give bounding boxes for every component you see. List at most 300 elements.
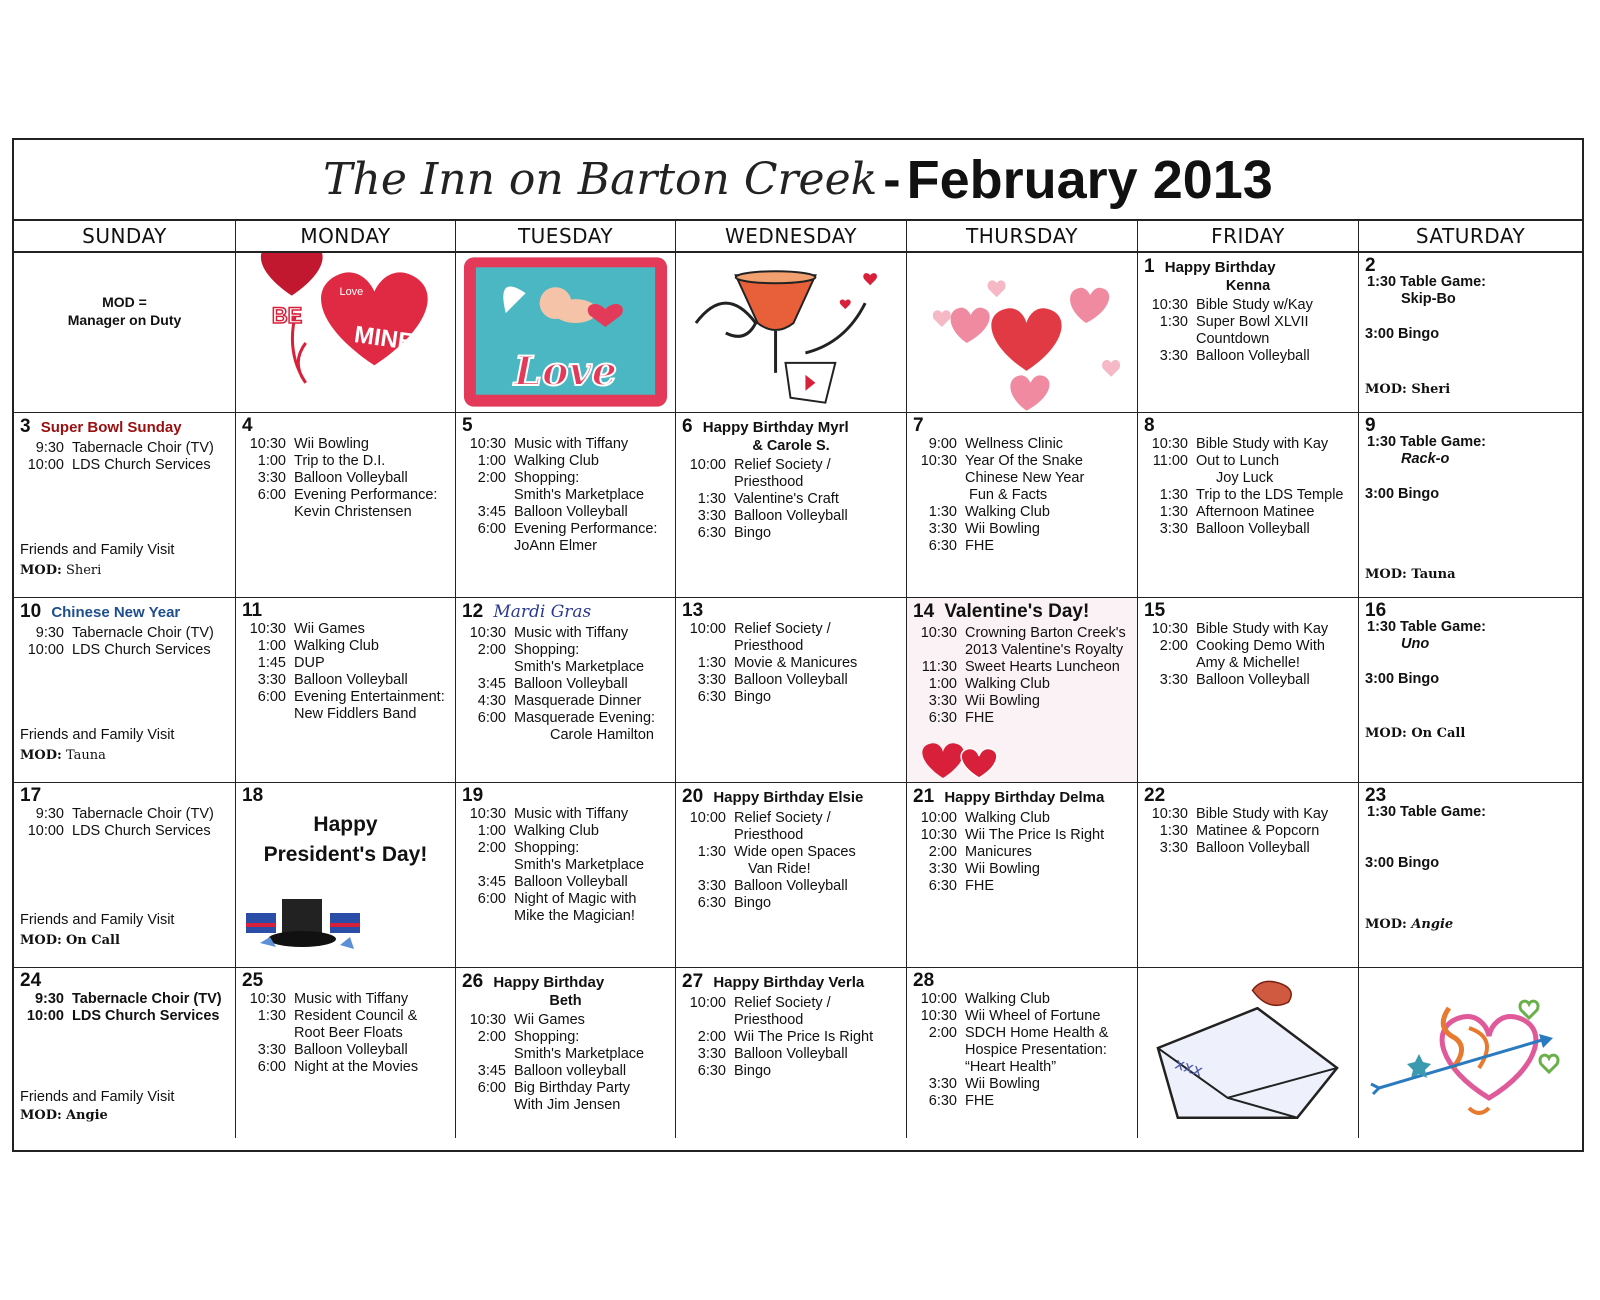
event-time: 3:30: [697, 1046, 726, 1062]
day-highlight: Happy Birthday Delma: [944, 789, 1105, 806]
event-item: [462, 806, 669, 823]
event-desc: Amy & Michelle!: [1196, 655, 1300, 671]
event-desc: Wii Bowling: [965, 521, 1040, 537]
day-cell-23: [1359, 783, 1582, 967]
event-item: [913, 693, 1131, 710]
day-highlight: Happy Birthday Elsie: [713, 789, 864, 806]
event-item: [20, 457, 229, 474]
event-desc: New Fiddlers Band: [294, 706, 417, 722]
event-time: 10:00: [27, 457, 64, 473]
two-hearts-icon: [913, 732, 1009, 780]
date-number: 12: [462, 601, 484, 622]
day-highlight-name: & Carole S.: [752, 438, 830, 454]
date-number: 4: [242, 415, 253, 436]
svg-text:Love: Love: [339, 286, 364, 299]
calendar: [12, 138, 1584, 1152]
event-desc: Smith's Marketplace: [514, 857, 645, 873]
day-cell-empty: [14, 253, 236, 412]
event-item: [20, 1008, 229, 1025]
day-cell-6: [676, 413, 907, 597]
event-item: [462, 1063, 669, 1080]
event-desc: Balloon Volleyball: [734, 1046, 848, 1062]
event-time: 6:30: [928, 1093, 957, 1109]
event-desc: Shopping:: [514, 1029, 580, 1045]
event-desc: Year Of the Snake: [965, 453, 1083, 469]
date-number: 2: [1365, 255, 1376, 276]
event-item: [462, 436, 669, 453]
event-item: [1144, 487, 1352, 504]
event-desc: With Jim Jensen: [514, 1097, 621, 1113]
event-desc: Priesthood: [734, 827, 804, 843]
event-time: 10:30: [1151, 621, 1188, 637]
day-cell-7: [907, 413, 1138, 597]
event-item: [462, 625, 669, 642]
day-cell-28: [907, 968, 1138, 1138]
event-time: 1:30: [928, 504, 957, 520]
day-cell-21: [907, 783, 1138, 967]
event-time: 3:30: [257, 470, 286, 486]
event-item: [462, 1097, 669, 1114]
day-header-row: [14, 221, 1582, 253]
event-time: 6:00: [477, 1080, 506, 1096]
table-game: 1:30 Table Game:: [1367, 274, 1487, 290]
event-time: 10:00: [689, 810, 726, 826]
event-desc: Balloon Volleyball: [734, 878, 848, 894]
week-row: [14, 413, 1582, 598]
date-number: 11: [242, 600, 263, 621]
event-item: [242, 487, 449, 504]
day-header-monday: MONDAY: [236, 221, 456, 251]
event-list: [242, 621, 449, 723]
event-item: [682, 995, 900, 1012]
event-item: [913, 538, 1131, 555]
day-cell-14: [907, 598, 1138, 782]
event-item: [462, 1012, 669, 1029]
event-desc: Masquerade Evening:: [514, 710, 656, 726]
event-item: [242, 991, 449, 1008]
event-list: [1144, 806, 1352, 857]
event-desc: Music with Tiffany: [294, 991, 409, 1007]
event-time: 10:30: [1151, 436, 1188, 452]
event-desc: Walking Club: [294, 638, 379, 654]
event-item: [682, 844, 900, 861]
event-item: [682, 525, 900, 542]
calendar-title: [14, 140, 1582, 221]
svg-text:MINE: MINE: [352, 321, 416, 357]
day-cell-8: [1138, 413, 1359, 597]
event-time: [242, 706, 286, 723]
event-item: [242, 672, 449, 689]
event-time: 3:45: [477, 874, 506, 890]
event-time: 2:00: [928, 844, 957, 860]
event-time: 3:30: [1159, 348, 1188, 364]
event-desc: Countdown: [1196, 331, 1270, 347]
event-desc: Bible Study w/Kay: [1196, 297, 1313, 313]
event-desc: LDS Church Services: [72, 1008, 220, 1024]
event-time: 10:30: [469, 436, 506, 452]
mod-label: [20, 747, 106, 764]
event-item: [1144, 314, 1352, 331]
day-cell-25: [236, 968, 456, 1138]
day-highlight: Super Bowl Sunday: [40, 419, 182, 436]
event-desc: Walking Club: [965, 810, 1050, 826]
event-time: [462, 857, 506, 874]
event-desc: Matinee & Popcorn: [1196, 823, 1320, 839]
event-item: [1144, 655, 1352, 672]
event-time: 6:00: [477, 710, 506, 726]
date-number: 5: [462, 415, 473, 436]
event-item: [242, 1042, 449, 1059]
event-time: 6:00: [257, 689, 286, 705]
date-number: 3: [20, 416, 31, 437]
event-item: [462, 538, 669, 555]
event-time: 3:30: [1159, 521, 1188, 537]
event-list: [682, 995, 900, 1080]
day-highlight-name: Kenna: [1225, 278, 1271, 294]
event-time: [913, 1042, 957, 1059]
event-desc: Relief Society /: [734, 995, 831, 1011]
date-number: 16: [1365, 600, 1387, 621]
event-time: 3:30: [928, 861, 957, 877]
event-desc: Van Ride!: [748, 861, 811, 877]
event-desc: Wii Bowling: [965, 1076, 1040, 1092]
facility-name: The Inn on Barton Creek: [323, 154, 878, 205]
holiday-line: Happy: [313, 813, 378, 836]
event-time: 1:30: [257, 1008, 286, 1024]
date-number: 21: [913, 786, 935, 807]
event-item: [20, 642, 229, 659]
event-desc: Trip to the LDS Temple: [1196, 487, 1344, 503]
event-item: [682, 1046, 900, 1063]
event-desc: Balloon Volleyball: [294, 672, 408, 688]
event-desc: Balloon Volleyball: [1196, 348, 1310, 364]
event-time: 10:30: [1151, 297, 1188, 313]
event-list: [242, 436, 449, 521]
event-desc: Bingo: [734, 1063, 772, 1079]
family-visit: Friends and Family Visit: [20, 912, 175, 928]
event-desc: Priesthood: [734, 474, 804, 490]
event-list: [20, 625, 229, 659]
event-item: [462, 710, 669, 727]
event-time: 10:00: [920, 810, 957, 826]
event-item: [20, 440, 229, 457]
day-cell-10: [14, 598, 236, 782]
date-number: 20: [682, 786, 704, 807]
event-item: [1144, 621, 1352, 638]
event-list: [913, 625, 1131, 727]
day-cell-16: [1359, 598, 1582, 782]
event-time: [462, 727, 506, 744]
event-item: [462, 1046, 669, 1063]
event-time: [913, 1059, 957, 1076]
top-hat-flags-icon: [240, 893, 366, 957]
date-number: 13: [682, 600, 704, 621]
event-desc: FHE: [965, 710, 994, 726]
table-game-name: Uno: [1401, 636, 1430, 652]
event-desc: Tabernacle Choir (TV): [72, 625, 214, 641]
event-desc: Fun & Facts: [969, 487, 1048, 503]
date-number: 18: [242, 785, 264, 806]
event-item: [913, 676, 1131, 693]
day-cell-art: [907, 253, 1138, 412]
event-item: [913, 1093, 1131, 1110]
day-header-tuesday: TUESDAY: [456, 221, 676, 251]
event-item: [913, 659, 1131, 676]
event-time: 6:30: [697, 1063, 726, 1079]
event-item: [462, 857, 669, 874]
event-time: [913, 470, 957, 487]
bingo-event: 3:00 Bingo: [1365, 326, 1440, 342]
event-desc: Big Birthday Party: [514, 1080, 631, 1096]
day-header-saturday: SATURDAY: [1415, 224, 1526, 248]
event-item: [1144, 348, 1352, 365]
event-time: 1:45: [257, 655, 286, 671]
event-desc: Wii The Price Is Right: [965, 827, 1105, 843]
day-cell-4: [236, 413, 456, 597]
event-list: [1144, 621, 1352, 689]
day-cell-art: [1359, 968, 1582, 1138]
event-time: 10:00: [689, 457, 726, 473]
event-item: [1144, 638, 1352, 655]
event-time: 10:30: [1151, 806, 1188, 822]
table-game: 1:30 Table Game:: [1367, 804, 1487, 820]
event-desc: Masquerade Dinner: [514, 693, 642, 709]
date-number: 25: [242, 970, 264, 991]
be-mine-hearts-icon: [236, 253, 455, 412]
event-item: [682, 1012, 900, 1029]
event-desc: Cooking Demo With: [1196, 638, 1325, 654]
event-desc: Night of Magic with: [514, 891, 637, 907]
event-item: [682, 689, 900, 706]
day-cell-18: [236, 783, 456, 967]
event-item: [682, 878, 900, 895]
day-highlight: Valentine's Day!: [944, 601, 1090, 622]
mod-name: On Call: [65, 933, 120, 948]
week-row: [14, 968, 1582, 1138]
event-time: 2:00: [928, 1025, 957, 1041]
event-list: [462, 1012, 669, 1114]
day-highlight: Happy Birthday: [493, 974, 605, 991]
event-item: [913, 710, 1131, 727]
mod-label: MOD: Sheri: [1365, 382, 1451, 397]
date-number: 14: [913, 601, 935, 622]
event-item: [242, 436, 449, 453]
event-item: [242, 1059, 449, 1076]
event-item: [913, 844, 1131, 861]
event-time: 10:30: [920, 827, 957, 843]
event-item: [242, 1008, 449, 1025]
event-item: [462, 823, 669, 840]
event-item: [682, 621, 900, 638]
date-number: 23: [1365, 785, 1387, 806]
event-desc: Bible Study with Kay: [1196, 621, 1329, 637]
event-desc: Trip to the D.I.: [294, 453, 386, 469]
event-desc: Root Beer Floats: [294, 1025, 403, 1041]
event-desc: FHE: [965, 878, 994, 894]
event-item: [1144, 840, 1352, 857]
event-time: 9:30: [34, 991, 64, 1007]
event-time: 2:00: [477, 1029, 506, 1045]
event-desc: Night at the Movies: [294, 1059, 419, 1075]
event-desc: Crowning Barton Creek's: [965, 625, 1126, 641]
event-time: [242, 504, 286, 521]
mod-prefix: MOD:: [20, 1108, 62, 1123]
event-item: [913, 991, 1131, 1008]
event-time: 6:30: [697, 689, 726, 705]
event-desc: Wii Wheel of Fortune: [965, 1008, 1101, 1024]
bingo-event: 3:00 Bingo: [1365, 671, 1440, 687]
bingo-event: 3:00 Bingo: [1365, 486, 1440, 502]
event-list: [1144, 436, 1352, 538]
event-time: [462, 659, 506, 676]
event-item: [682, 655, 900, 672]
event-time: 3:30: [928, 693, 957, 709]
mod-name: Angie: [1411, 917, 1454, 932]
event-time: [913, 487, 957, 504]
event-item: [20, 806, 229, 823]
event-desc: Balloon Volleyball: [1196, 521, 1310, 537]
event-item: [913, 436, 1131, 453]
event-time: [462, 1046, 506, 1063]
day-cell-13: [676, 598, 907, 782]
svg-text:xxx: xxx: [1172, 1053, 1206, 1081]
day-cell-26: [456, 968, 676, 1138]
love-letter-kiss-icon: [1138, 968, 1358, 1138]
event-desc: Smith's Marketplace: [514, 659, 645, 675]
event-desc: Relief Society /: [734, 810, 831, 826]
event-time: 9:30: [35, 625, 64, 641]
mod-prefix: MOD:: [20, 748, 62, 763]
event-time: 3:30: [257, 1042, 286, 1058]
event-item: [20, 991, 229, 1008]
event-desc: SDCH Home Health &: [965, 1025, 1109, 1041]
event-item: [462, 487, 669, 504]
event-time: 2:00: [477, 642, 506, 658]
event-item: [682, 861, 900, 878]
event-time: 10:00: [689, 621, 726, 637]
event-item: [1144, 470, 1352, 487]
date-number: 9: [1365, 415, 1376, 436]
date-number: 26: [462, 971, 484, 992]
event-item: [462, 659, 669, 676]
event-desc: Music with Tiffany: [514, 436, 629, 452]
event-item: [682, 1029, 900, 1046]
event-desc: Resident Council &: [294, 1008, 418, 1024]
event-desc: Bingo: [734, 525, 772, 541]
day-cell-3: [14, 413, 236, 597]
event-desc: Balloon Volleyball: [734, 508, 848, 524]
event-item: [682, 810, 900, 827]
event-desc: 2013 Valentine's Royalty: [965, 642, 1124, 658]
event-item: [1144, 331, 1352, 348]
day-highlight: Chinese New Year: [51, 604, 181, 621]
event-time: [682, 474, 726, 491]
event-time: 3:45: [477, 504, 506, 520]
table-game: 1:30 Table Game:: [1367, 434, 1487, 450]
day-cell-9: [1359, 413, 1582, 597]
event-item: [913, 470, 1131, 487]
event-desc: Kevin Christensen: [294, 504, 412, 520]
event-desc: Carole Hamilton: [550, 727, 654, 743]
event-item: [242, 453, 449, 470]
day-cell-17: [14, 783, 236, 967]
event-item: [462, 840, 669, 857]
event-time: 10:00: [27, 823, 64, 839]
heart-arrow-icon: [1359, 968, 1582, 1138]
event-time: [1144, 470, 1188, 487]
event-time: 6:30: [697, 525, 726, 541]
event-item: [242, 706, 449, 723]
event-item: [913, 453, 1131, 470]
mod-label: [20, 1107, 108, 1124]
event-desc: DUP: [294, 655, 325, 671]
event-time: [462, 1097, 506, 1114]
event-desc: Manicures: [965, 844, 1032, 860]
event-desc: Tabernacle Choir (TV): [72, 440, 214, 456]
event-item: [682, 491, 900, 508]
event-item: [913, 827, 1131, 844]
event-time: 1:30: [697, 655, 726, 671]
event-desc: Afternoon Matinee: [1196, 504, 1315, 520]
event-item: [462, 504, 669, 521]
event-desc: Evening Entertainment:: [294, 689, 445, 705]
date-number: 22: [1144, 785, 1166, 806]
week-row: [14, 783, 1582, 968]
event-time: [682, 638, 726, 655]
family-visit: Friends and Family Visit: [20, 1089, 175, 1105]
event-time: 3:30: [928, 1076, 957, 1092]
day-cell-art: [1138, 968, 1359, 1138]
event-item: [462, 1029, 669, 1046]
day-cell-art: [676, 253, 907, 412]
mod-label: [20, 932, 120, 949]
event-item: [462, 727, 669, 744]
week-row: [14, 253, 1582, 413]
event-time: 3:30: [928, 521, 957, 537]
event-desc: LDS Church Services: [72, 642, 211, 658]
event-time: 1:00: [257, 453, 286, 469]
event-desc: Bingo: [734, 895, 772, 911]
event-item: [462, 453, 669, 470]
day-cell-24: [14, 968, 236, 1138]
event-time: 9:30: [35, 440, 64, 456]
mod-label: [1365, 916, 1453, 933]
event-item: [913, 861, 1131, 878]
event-desc: Chinese New Year: [965, 470, 1085, 486]
event-time: 1:00: [477, 453, 506, 469]
event-time: 10:30: [920, 453, 957, 469]
event-desc: Balloon Volleyball: [1196, 672, 1310, 688]
event-time: [242, 1025, 286, 1042]
month-title: February 2013: [906, 149, 1273, 210]
event-time: 6:00: [477, 521, 506, 537]
event-item: [1144, 823, 1352, 840]
event-list: [913, 810, 1131, 895]
event-desc: Smith's Marketplace: [514, 487, 645, 503]
event-item: [913, 810, 1131, 827]
event-list: [20, 440, 229, 474]
event-desc: Wii Games: [514, 1012, 585, 1028]
event-time: 1:00: [257, 638, 286, 654]
event-time: 2:00: [477, 470, 506, 486]
event-item: [913, 642, 1131, 659]
title-separator: -: [883, 150, 901, 209]
event-time: 3:45: [477, 1063, 506, 1079]
svg-text:Love: Love: [514, 348, 617, 395]
event-time: [682, 1012, 726, 1029]
table-game-name: Skip-Bo: [1401, 291, 1456, 307]
mod-label: MOD: Tauna: [1365, 567, 1456, 582]
